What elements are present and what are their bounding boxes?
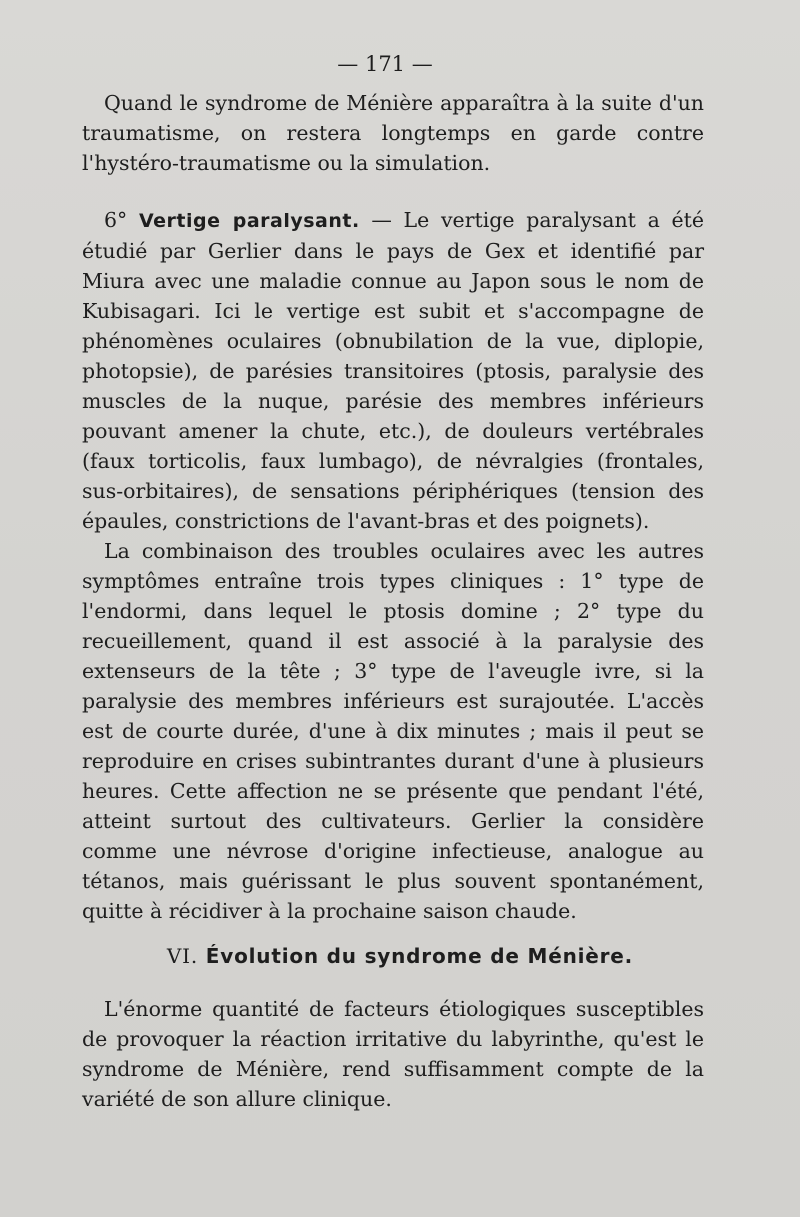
vertige-text-1: — Le vertige paralysant a été étudié par Gerlier dans le pays de Gex et identifié par Miura avec une maladie connue au Japon sous le nom de Kubisagari. Ici le vertige est subit et s'accompagne de phénomènes oculaires (obnubilation de la vue, diplopie, photopsie), de parésies transitoires (ptosis, paralysie des muscles de la nuque, parésie des membres inférieurs pouvant amener la chute, etc.), de douleurs vertébrales (faux torticolis, faux lumbago), de névralgies (frontales, sus-orbitaires), de sensations périphériques (tension des épaules, constrictions de l'avant-bras et des poignets). (82, 208, 704, 533)
vertige-paragraph-2: La combinaison des troubles oculaires avec les autres symptômes entraîne trois types cliniques : 1° type de l'endormi, dans lequel le ptosis domine ; 2° type du recueillement, quand il est associé à la paralysie des extenseurs de la tête ; 3° type de l'aveugle ivre, si la paralysie des membres inférieurs est surajoutée. L'accès est de courte durée, d'une à dix minutes ; mais il peut se reproduire en crises subintrantes durant d'une à plusieurs heures. Cette affection ne se présente que pendant l'été, atteint surtout des cultivateurs. Gerlier la considère comme une névrose d'origine infectieuse, analogue au tétanos, mais guérissant le plus souvent spontanément, quitte à récidiver à la prochaine saison chaude. (82, 539, 704, 923)
intro-paragraph: Quand le syndrome de Ménière apparaîtra à la suite d'un traumatisme, on restera longtemps en garde contre l'hystéro-traumatisme ou la simulation. (82, 91, 704, 175)
section-number: VI. (166, 944, 199, 968)
section-title: Évolution du syndrome de Ménière. (205, 944, 634, 968)
section-block (82, 994, 704, 1114)
vertige-block (82, 205, 704, 926)
vertige-paragraph-1 (82, 205, 704, 536)
page-number: — 171 — (337, 52, 433, 76)
vertige-number: 6° (104, 208, 128, 232)
section-heading (0, 944, 800, 968)
section-paragraph: L'énorme quantité de facteurs étiologiques susceptibles de provoquer la réaction irritative du labyrinthe, qu'est le syndrome de Ménière, rend suffisamment compte de la variété de son allure clinique. (82, 997, 704, 1111)
intro-block (82, 88, 704, 178)
vertige-title: Vertige paralysant. (138, 210, 360, 232)
